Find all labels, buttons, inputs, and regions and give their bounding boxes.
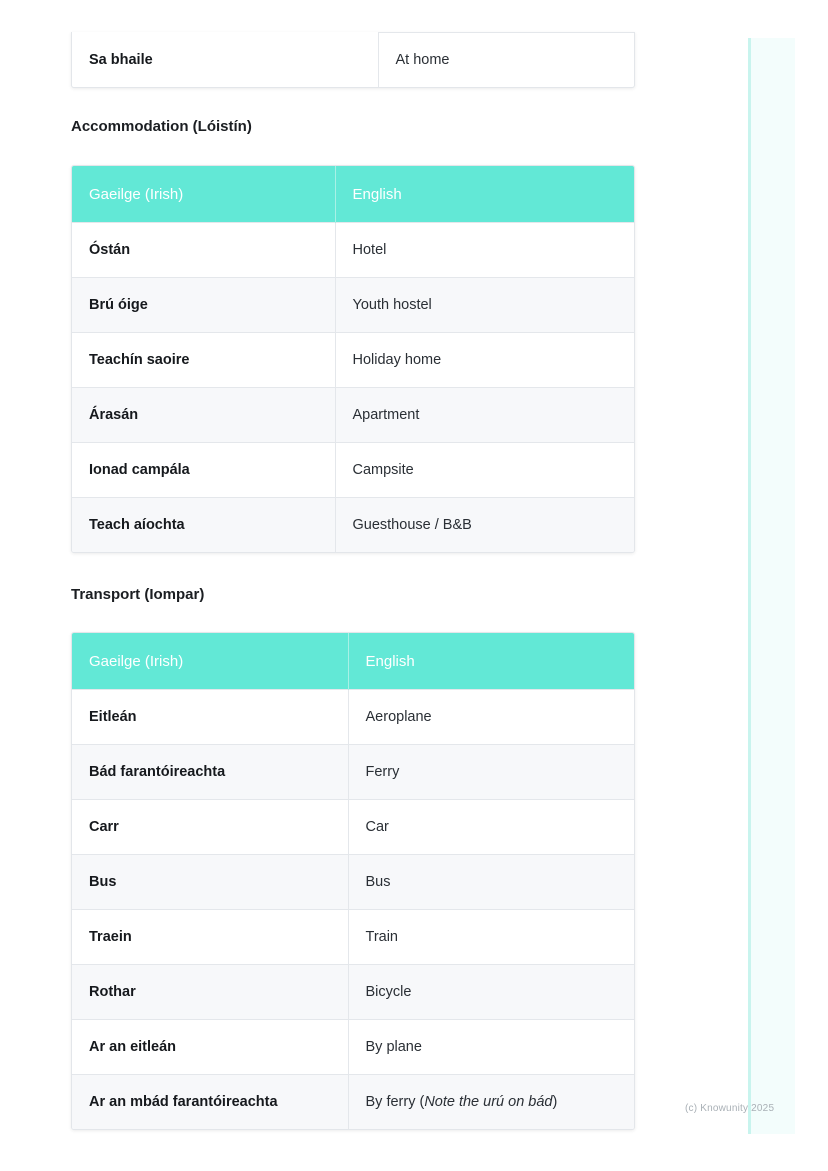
english-cell: Aeroplane <box>348 690 634 745</box>
table-row <box>72 690 634 745</box>
table-row <box>72 388 634 443</box>
table-row <box>72 910 634 965</box>
english-cell: Campsite <box>335 443 634 498</box>
english-cell: Bus <box>348 855 634 910</box>
irish-cell: Óstán <box>72 223 335 278</box>
english-text: By ferry ( <box>365 1094 425 1110</box>
english-cell: Holiday home <box>335 333 634 388</box>
english-cell: Youth hostel <box>335 278 634 333</box>
irish-cell: Ar an eitleán <box>72 1020 348 1075</box>
irish-cell: Árasán <box>72 388 335 443</box>
transport-heading: Transport (Iompar) <box>71 586 205 603</box>
side-panel <box>748 38 795 1134</box>
english-cell: Hotel <box>335 223 634 278</box>
table-row <box>72 33 634 88</box>
usage-note: Note the urú on bád <box>424 1094 553 1110</box>
table-row <box>72 800 634 855</box>
closing-paren: ) <box>552 1094 558 1110</box>
english-cell: By plane <box>348 1020 634 1075</box>
english-cell: Ferry <box>348 745 634 800</box>
irish-cell: Bus <box>72 855 348 910</box>
accommodation-heading: Accommodation (Lóistín) <box>71 118 252 135</box>
header-irish: Gaeilge (Irish) <box>72 166 335 223</box>
english-cell: Apartment <box>335 388 634 443</box>
table-row <box>72 745 634 800</box>
irish-cell: Teachín saoire <box>72 333 335 388</box>
english-cell: Guesthouse / B&B <box>335 498 634 553</box>
table-row <box>72 1020 634 1075</box>
home-table <box>71 32 635 88</box>
irish-cell: Bád farantóireachta <box>72 745 348 800</box>
irish-cell: Brú óige <box>72 278 335 333</box>
transport-table <box>71 632 635 1130</box>
irish-cell: Traein <box>72 910 348 965</box>
irish-cell: Teach aíochta <box>72 498 335 553</box>
accommodation-table <box>71 165 635 553</box>
table-row <box>72 965 634 1020</box>
table-row <box>72 223 634 278</box>
table-row <box>72 498 634 553</box>
english-cell: Train <box>348 910 634 965</box>
table-row <box>72 443 634 498</box>
header-english: English <box>335 166 634 223</box>
copyright-footer: (c) Knowunity 2025 <box>685 1103 775 1114</box>
header-english: English <box>348 633 634 690</box>
table-row <box>72 333 634 388</box>
irish-cell: Rothar <box>72 965 348 1020</box>
header-irish: Gaeilge (Irish) <box>72 633 348 690</box>
table-header-row <box>72 633 634 690</box>
irish-cell: Sa bhaile <box>89 51 153 68</box>
table-row <box>72 855 634 910</box>
irish-cell: Eitleán <box>72 690 348 745</box>
irish-cell: Carr <box>72 800 348 855</box>
table-header-row <box>72 166 634 223</box>
english-cell: Bicycle <box>348 965 634 1020</box>
irish-cell: Ar an mbád farantóireachta <box>72 1075 348 1130</box>
english-cell <box>348 1075 634 1130</box>
english-cell: Car <box>348 800 634 855</box>
table-row <box>72 1075 634 1130</box>
irish-cell: Ionad campála <box>72 443 335 498</box>
table-row <box>72 278 634 333</box>
english-cell: At home <box>378 33 634 88</box>
